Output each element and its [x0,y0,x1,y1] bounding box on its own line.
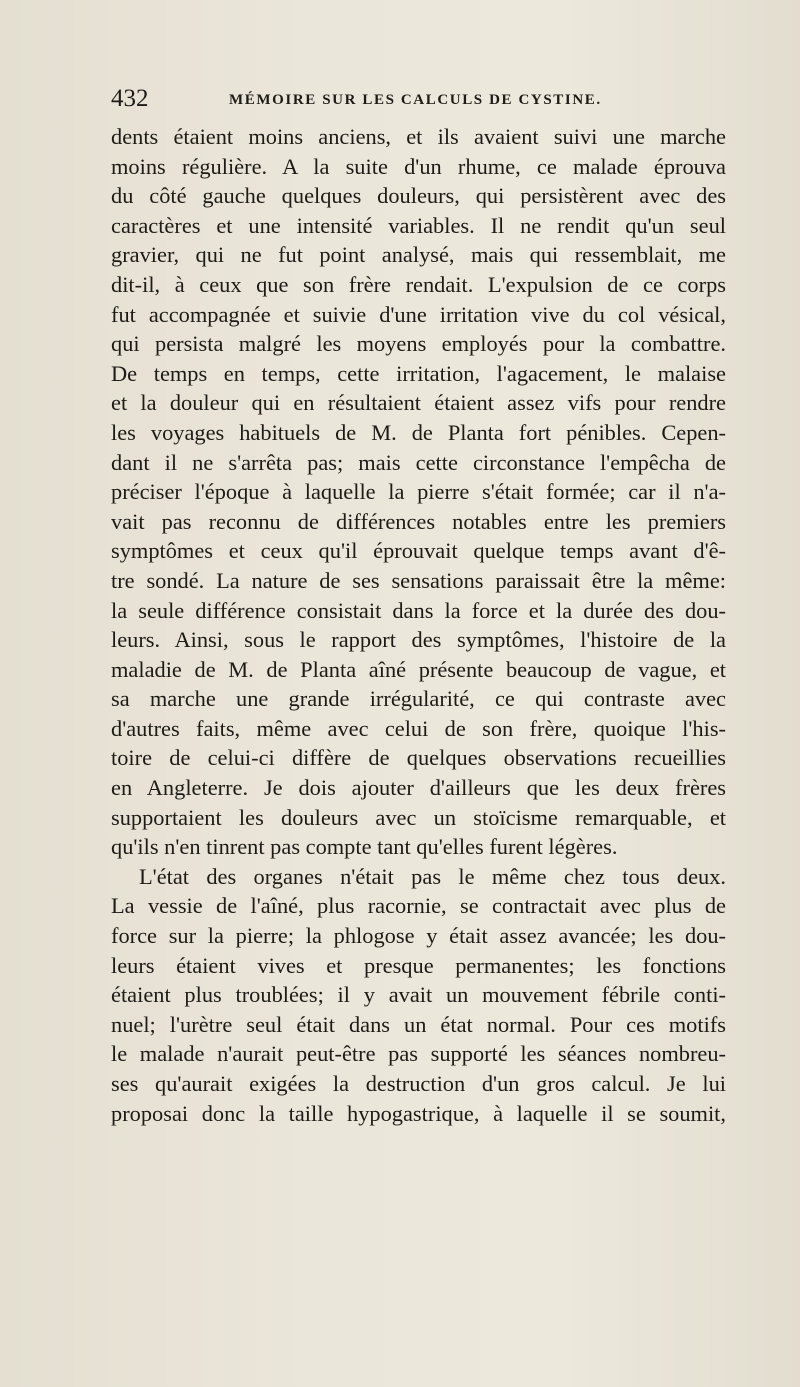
text-line: gravier, qui ne fut point analysé, mais qui ressemblait, me [111,242,726,268]
text-line: L'état des organes n'était pas le même chez tous deux. [139,863,726,889]
text-line: moins régulière. A la suite d'un rhume, ce malade éprouva [111,153,726,179]
text-line: vait pas reconnu de différences notables entre les premiers [111,508,726,534]
text-line: étaient plus troublées; il y avait un mouvement fébrile conti- [111,982,726,1008]
text-line: nuel; l'urètre seul était dans un état normal. Pour ces motifs [111,1011,726,1037]
text-line: ses qu'aurait exigées la destruction d'un gros calcul. Je lui [111,1071,726,1096]
text-line: d'autres faits, même avec celui de son frère, quoique l'his- [111,715,726,741]
text-line: dit-il, à ceux que son frère rendait. L'expulsion de ce corps [111,271,726,297]
text-line: leurs. Ainsi, sous le rapport des symptômes, l'histoire de la [111,627,726,653]
text-line: les voyages habituels de M. de Planta fort pénibles. Cepen- [111,419,726,445]
text-line: la seule différence consistait dans la force et la durée des dou- [111,597,726,623]
text-line: supportaient les douleurs avec un stoïcisme remarquable, et [111,804,726,830]
text-line: La vessie de l'aîné, plus racornie, se contractait avec plus de [111,893,726,919]
text-line: dents étaient moins anciens, et ils avaient suivi une marche [111,124,726,149]
text-line: qu'ils n'en tinrent pas compte tant qu'elles furent légères. [111,834,618,860]
text-line: dant il ne s'arrêta pas; mais cette circonstance l'empêcha de [111,449,726,475]
text-line: leurs étaient vives et presque permanentes; les fonctions [111,952,726,978]
page-number: 432 [111,85,149,112]
text-line: fut accompagnée et suivie d'une irritation vive du col vésical, [111,301,726,327]
text-line: force sur la pierre; la phlogose y était assez avancée; les dou- [111,923,726,949]
text-line: proposai donc la taille hypogastrique, à laquelle il se soumit, [111,1100,726,1126]
body-text [111,122,726,1128]
text-line: le malade n'aurait peut-être pas supporté les séances nombreu- [111,1041,726,1067]
text-line: maladie de M. de Planta aîné présente beaucoup de vague, et [111,656,726,682]
text-line: et la douleur qui en résultaient étaient assez vifs pour rendre [111,390,726,416]
text-line: symptômes et ceux qu'il éprouvait quelque temps avant d'ê- [111,538,726,564]
text-line: en Angleterre. Je dois ajouter d'ailleurs que les deux frères [111,775,726,801]
text-line: préciser l'époque à laquelle la pierre s'était formée; car il n'a- [111,479,726,505]
text-line: caractères et une intensité variables. Il ne rendit qu'un seul [111,212,726,238]
page-header [111,80,621,114]
text-line: De temps en temps, cette irritation, l'agacement, le malaise [111,360,726,386]
text-line: du côté gauche quelques douleurs, qui persistèrent avec des [111,183,726,209]
text-line: sa marche une grande irrégularité, ce qui contraste avec [111,686,726,712]
text-line: qui persista malgré les moyens employés pour la combattre. [111,331,726,357]
text-line: toire de celui-ci diffère de quelques observations recueillies [111,745,726,771]
text-line: tre sondé. La nature de ses sensations paraissait être la même: [111,567,726,593]
running-title: MÉMOIRE SUR LES CALCULS DE CYSTINE. [229,92,602,108]
